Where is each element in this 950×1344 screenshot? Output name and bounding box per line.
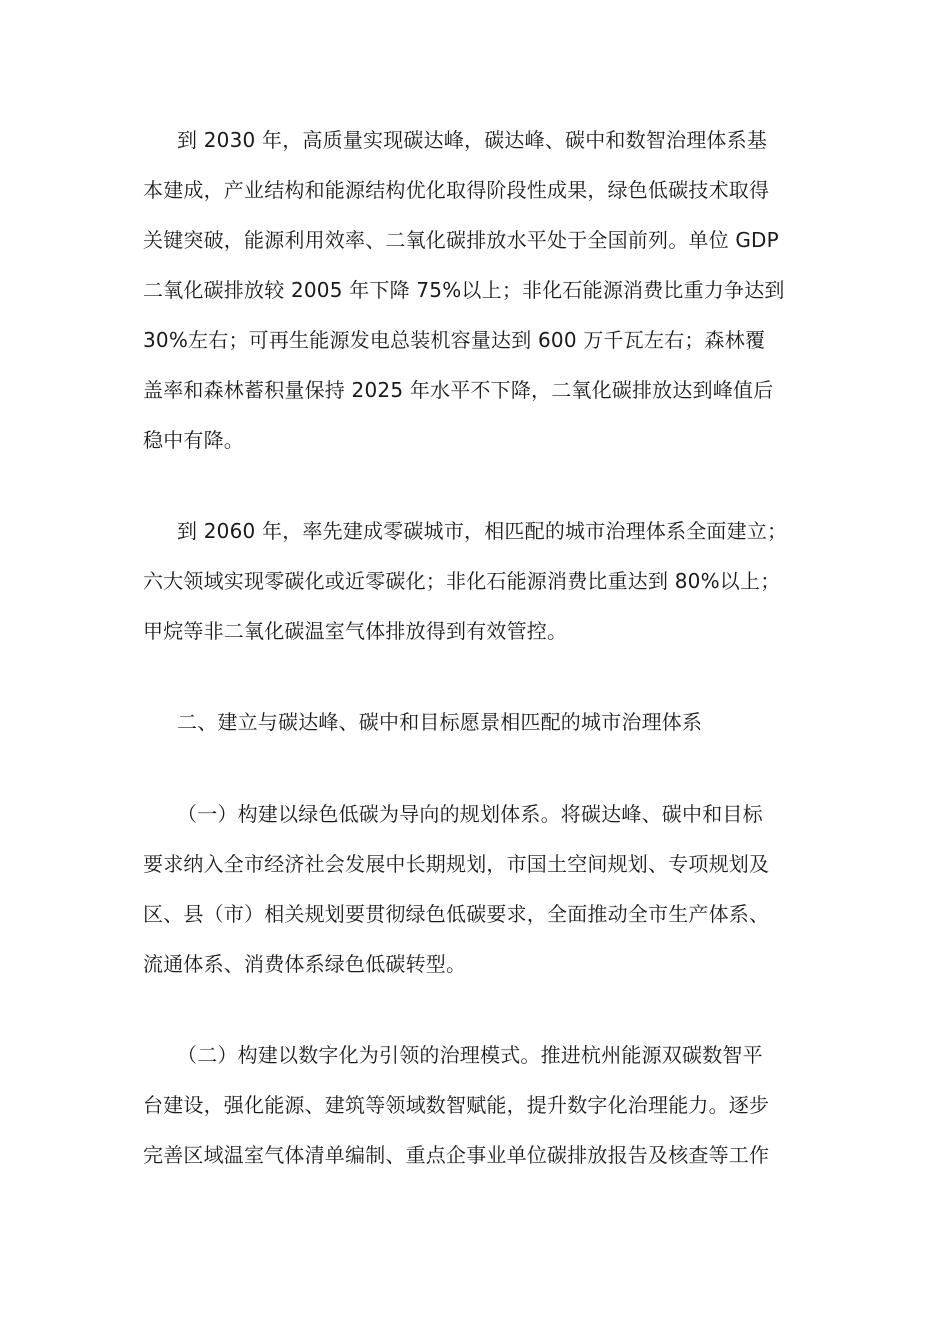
paragraph-line: 要求纳入全市经济社会发展中长期规划，市国土空间规划、专项规划及 (143, 852, 770, 876)
paragraph-line: 区、县（市）相关规划要贯彻绿色低碳要求，全面推动全市生产体系、 (143, 902, 770, 926)
paragraph-line: 盖率和森林蓄积量保持 2025 年水平不下降，二氧化碳排放达到峰值后 (143, 378, 774, 402)
section-heading-text: 二、建立与碳达峰、碳中和目标愿景相匹配的城市治理体系 (177, 710, 703, 734)
paragraph-2060-goals (143, 506, 811, 656)
paragraph-digital-governance (143, 1030, 811, 1180)
paragraph-line: 二氧化碳排放较 2005 年下降 75%以上；非化石能源消费比重力争达到 (143, 278, 785, 302)
paragraph-line: （一）构建以绿色低碳为导向的规划体系。将碳达峰、碳中和目标 (177, 802, 763, 826)
paragraph-line: 完善区域温室气体清单编制、重点企事业单位碳排放报告及核查等工作 (143, 1143, 770, 1167)
paragraph-line: 稳中有降。 (143, 428, 244, 452)
paragraph-line: 到 2030 年，高质量实现碳达峰，碳达峰、碳中和数智治理体系基 (177, 128, 768, 152)
paragraph-line: 六大领域实现零碳化或近零碳化；非化石能源消费比重达到 80%以上； (143, 569, 781, 593)
paragraph-line: （二）构建以数字化为引领的治理模式。推进杭州能源双碳数智平 (177, 1043, 763, 1067)
paragraph-line: 30%左右；可再生能源发电总装机容量达到 600 万千瓦左右；森林覆 (143, 328, 766, 352)
paragraph-line: 关键突破，能源利用效率、二氧化碳排放水平处于全国前列。单位 GDP (143, 228, 779, 252)
paragraph-line: 流通体系、消费体系绿色低碳转型。 (143, 952, 467, 976)
section-heading (143, 697, 811, 747)
paragraph-line: 到 2060 年，率先建成零碳城市，相匹配的城市治理体系全面建立； (177, 519, 788, 543)
paragraph-planning-system (143, 789, 811, 989)
paragraph-line: 台建设，强化能源、建筑等领域数智赋能，提升数字化治理能力。逐步 (143, 1093, 770, 1117)
paragraph-2030-goals (143, 115, 811, 465)
paragraph-line: 甲烷等非二氧化碳温室气体排放得到有效管控。 (143, 619, 568, 643)
paragraph-line: 本建成，产业结构和能源结构优化取得阶段性成果，绿色低碳技术取得 (143, 178, 770, 202)
